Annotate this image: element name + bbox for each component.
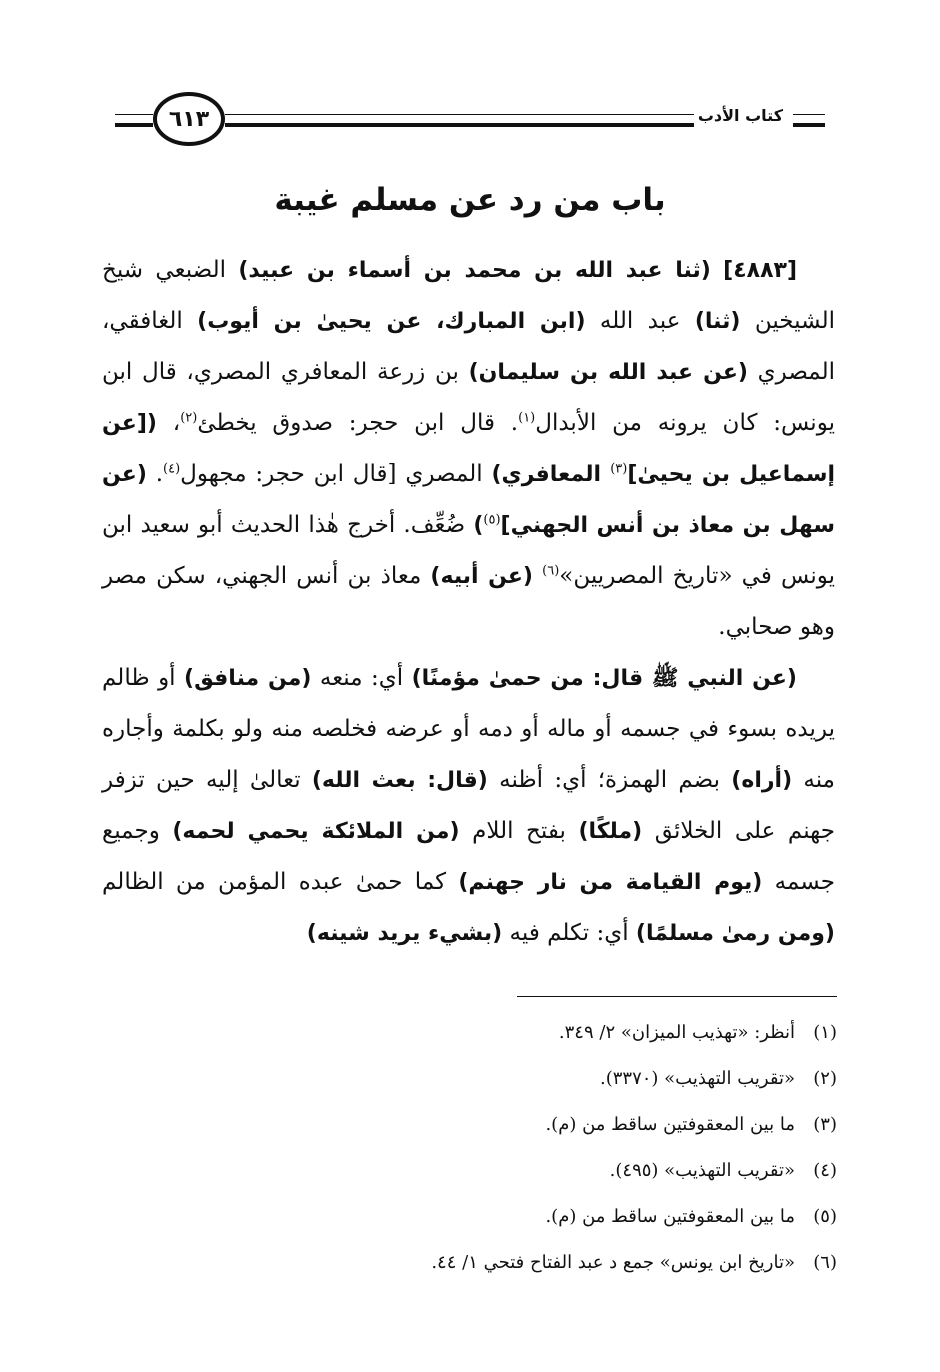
bold-span: (عن النبي ﷺ قال: من حمىٰ مؤمنًا) bbox=[411, 666, 797, 691]
header-rule bbox=[793, 114, 825, 115]
footnote-item bbox=[100, 1010, 837, 1056]
header-rule bbox=[115, 123, 153, 127]
text-span: الضبعي شيخ الشيخين bbox=[102, 257, 836, 334]
bold-span: (أراه) bbox=[731, 768, 793, 793]
text-span: تعالىٰ إليه حين تزفر جهنم على الخلائق bbox=[102, 767, 835, 844]
text-span: ، bbox=[156, 410, 181, 436]
footnote-marker[interactable]: (١) bbox=[518, 410, 536, 426]
paragraph-commentary bbox=[102, 653, 835, 959]
footnote-marker[interactable]: (٤) bbox=[163, 461, 181, 477]
bold-span: (عن عبد الله بن سليمان) bbox=[468, 360, 748, 385]
paragraph-hadith-chain bbox=[102, 245, 835, 653]
footnote-text: ما بين المعقوفتين ساقط من (م). bbox=[545, 1206, 795, 1227]
footnote-marker[interactable]: (٦) bbox=[542, 563, 560, 579]
footnote-text: أنظر: «تهذيب الميزان» ٢/ ٣٤٩. bbox=[558, 1022, 795, 1043]
footnote-number: (١) bbox=[813, 1022, 837, 1043]
page-number-badge bbox=[153, 92, 225, 146]
text-span: أي: منعه bbox=[311, 665, 412, 691]
bold-span: ) bbox=[473, 513, 484, 538]
footnote-marker[interactable]: (٢) bbox=[180, 410, 198, 426]
footnote-item bbox=[100, 1102, 837, 1148]
bold-span: (ومن رمىٰ مسلمًا) bbox=[635, 921, 835, 946]
hadith-number: [٤٨٨٣] bbox=[723, 258, 798, 283]
footnote-number: (٥) bbox=[813, 1206, 837, 1227]
bold-span: (من منافق) bbox=[184, 666, 312, 691]
footnote-text: «تاريخ ابن يونس» جمع د عبد الفتاح فتحي ١/ ٤٤. bbox=[431, 1252, 795, 1273]
footnote-marker[interactable]: (٣) bbox=[610, 461, 628, 477]
text-span: بفتح اللام bbox=[459, 818, 579, 844]
text-span: . قال ابن حجر: صدوق يخطئ bbox=[197, 410, 519, 436]
footnote-text: «تقريب التهذيب» (٣٣٧٠). bbox=[600, 1068, 795, 1089]
bold-span: (بشيء يريد شينه) bbox=[306, 921, 503, 946]
bold-span: ([عن إسماعيل بن يحيىٰ] bbox=[102, 411, 835, 487]
footnote-number: (٣) bbox=[813, 1114, 837, 1135]
text-span: ضُعِّف. أخرج هٰذا الحديث أبو سعيد ابن يونس في «تاريخ المصريين» bbox=[102, 512, 835, 589]
text-span: بن زرعة المعافري المصري، قال ابن يونس: كان يرونه من الأبدال bbox=[102, 359, 835, 436]
text-span: عبد الله bbox=[585, 308, 695, 334]
bold-span: (يوم القيامة من نار جهنم) bbox=[458, 870, 763, 895]
footnote-number: (٢) bbox=[813, 1068, 837, 1089]
page-number: ٦١٣ bbox=[168, 106, 210, 132]
bold-span: (ابن المبارك، عن يحيىٰ بن أيوب) bbox=[197, 309, 586, 334]
footnote-item bbox=[100, 1240, 837, 1286]
bold-span: (عن أبيه) bbox=[430, 564, 533, 589]
text-span: معاذ بن أنس الجهني، سكن مصر وهو صحابي. bbox=[102, 563, 835, 640]
text-span: المصري [قال ابن حجر: مجهول bbox=[180, 461, 492, 487]
footnote-text: ما بين المعقوفتين ساقط من (م). bbox=[545, 1114, 795, 1135]
page-header bbox=[115, 92, 825, 152]
bold-span: (ثنا) bbox=[694, 309, 741, 334]
header-rule bbox=[225, 123, 700, 127]
footnote-marker[interactable]: (٥) bbox=[483, 512, 501, 528]
header-rule bbox=[225, 114, 700, 115]
text-span bbox=[533, 563, 542, 589]
bold-span: (من الملائكة يحمي لحمه) bbox=[172, 819, 460, 844]
text-span: كما حمىٰ عبده المؤمن من الظالم bbox=[102, 869, 459, 895]
footnote-item bbox=[100, 1148, 837, 1194]
footnote-item bbox=[100, 1194, 837, 1240]
bold-span: (قال: بعث الله) bbox=[311, 768, 488, 793]
running-title: كتاب الأدب bbox=[694, 105, 787, 127]
footnote-number: (٤) bbox=[813, 1160, 837, 1181]
bold-span: (ثنا عبد الله بن محمد بن أسماء بن عبيد) bbox=[238, 258, 711, 283]
main-text bbox=[102, 245, 835, 959]
text-span: بضم الهمزة؛ أي: أظنه bbox=[487, 767, 732, 793]
footnotes bbox=[100, 1010, 837, 1286]
text-span: أو ظالم يريده بسوء في جسمه أو ماله أو دمه أو عرضه فخلصه منه ولو بكلمة وأجاره منه bbox=[102, 665, 835, 793]
bold-span: (ملكًا) bbox=[578, 819, 643, 844]
footnote-separator bbox=[517, 996, 837, 997]
text-span: أي: تكلم فيه bbox=[502, 920, 636, 946]
bold-span: (عن سهل بن معاذ بن أنس الجهني] bbox=[102, 462, 835, 538]
footnote-number: (٦) bbox=[813, 1252, 837, 1273]
header-rule bbox=[793, 123, 825, 127]
bold-span: المعافري) bbox=[491, 462, 611, 487]
chapter-title: باب من رد عن مسلم غيبة bbox=[274, 182, 666, 218]
footnote-text: «تقريب التهذيب» (٤٩٥). bbox=[609, 1160, 795, 1181]
header-rule bbox=[115, 114, 153, 115]
text-span: الغافقي، المصري bbox=[102, 308, 835, 385]
text-span: . bbox=[146, 461, 164, 487]
footnote-item bbox=[100, 1056, 837, 1102]
text-span: وجميع جسمه bbox=[102, 818, 835, 895]
